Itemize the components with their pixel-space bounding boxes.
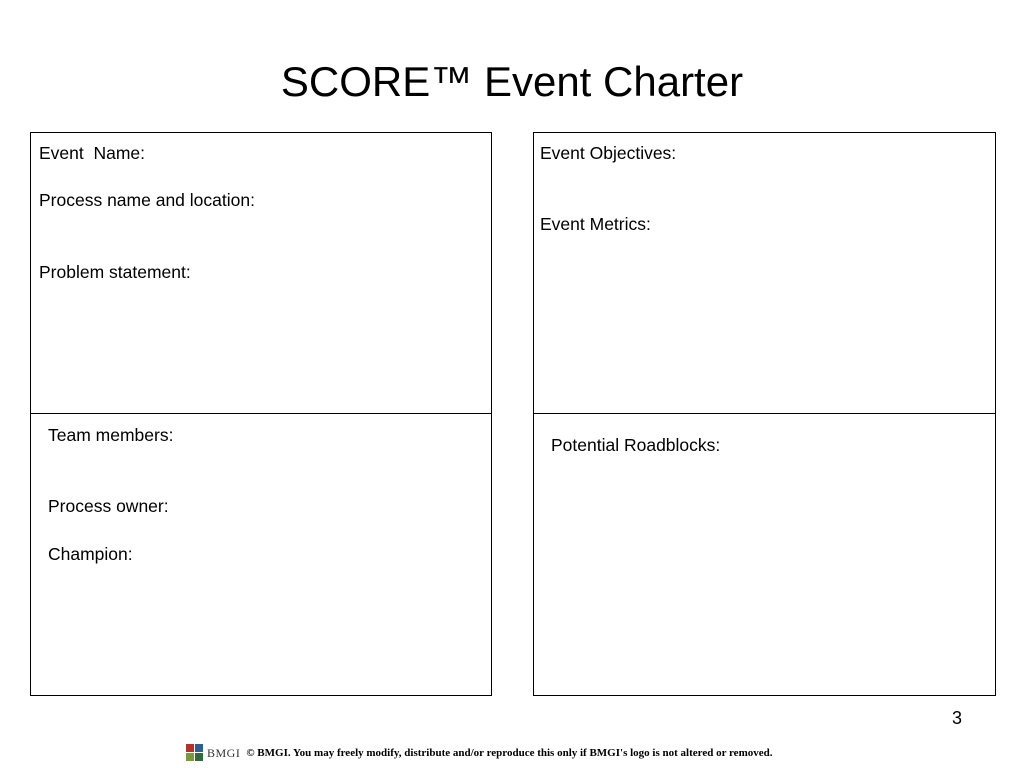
event-objectives-panel [533,132,996,415]
event-name-label: Event Name: [39,143,146,163]
bmgi-logo-text: BMGI [207,745,241,760]
bmgi-logo-icon [186,744,204,762]
event-objectives-label: Event Objectives: [540,143,677,163]
problem-statement-label: Problem statement: [39,262,191,282]
event-metrics-label: Event Metrics: [540,214,651,234]
footer [186,742,772,764]
page-title: SCORE™ Event Charter [280,58,744,105]
potential-roadblocks-label: Potential Roadblocks: [551,435,721,455]
roadblocks-panel [533,413,996,696]
team-members-label: Team members: [48,425,174,445]
event-details-panel [30,132,492,415]
team-panel [30,413,492,696]
process-owner-label: Process owner: [48,496,169,516]
page-number: 3 [951,708,962,728]
champion-label: Champion: [48,544,133,564]
process-name-location-label: Process name and location: [39,190,255,210]
bmgi-logo [186,744,240,762]
copyright-notice: © BMGI. You may freely modify, distribute and/or reproduce this only if BMGI's logo is not altered or removed. [246,747,773,759]
